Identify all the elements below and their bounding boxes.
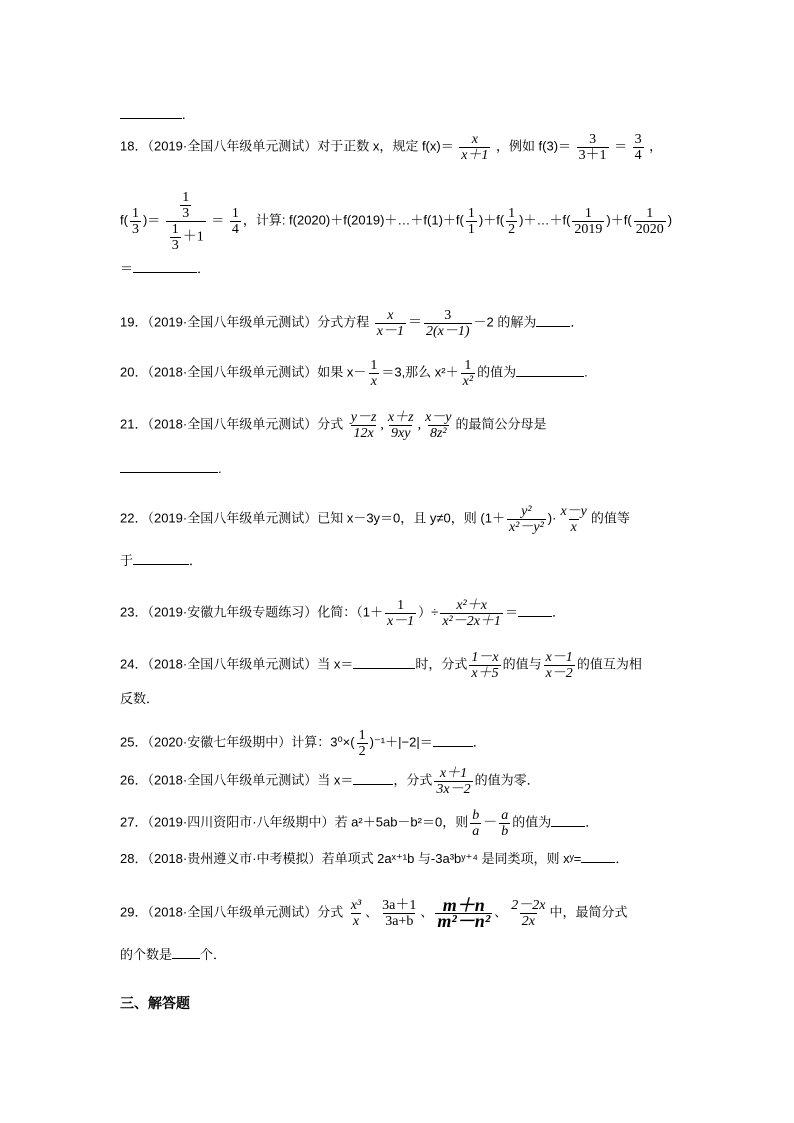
answer-blank [551, 814, 585, 827]
answer-blank [581, 850, 615, 863]
problem-22-line2: 于 ． [120, 553, 203, 568]
problem-24-line2: 反数． [120, 691, 160, 706]
fraction: $\frac{1}{x-1}$ [386, 598, 415, 629]
answer-blank [172, 946, 200, 959]
fraction: $\frac{x-y}{\text{8z²}}$ [425, 410, 452, 441]
answer-blank [353, 656, 415, 669]
answer-blank [536, 314, 570, 327]
fraction: $\frac{1}{1}$ [467, 206, 475, 237]
answer-blank [353, 772, 393, 785]
fraction: $\frac{1}{x}$ [370, 358, 378, 389]
fraction: $\frac{\text{x³}}{x}$ [350, 898, 362, 929]
answer-blank [133, 260, 197, 273]
problem-24: 24．（2018·全国八年级单元测试）当 x＝ 时，分式 $\frac{1-x}{x+5}$ 的值与 $\frac{x-1}{x-2}$ 的值互为相 [120, 650, 642, 681]
problem-29: 29．（2018·全国八年级单元测试）分式 $\frac{\text{x³}}{x}$ 、 $\frac{3a+1}{3a+b}$ 、 $\frac{m+n}{\text{m²－n²}}$ 、 $\frac{2-2x}{2x}$ 中，最简分式 [120, 895, 628, 931]
fraction: $\frac{\text{y²}}{\text{x²－y²}}$ [508, 504, 544, 535]
answer-blank [120, 460, 218, 473]
answer-blank [120, 106, 182, 119]
fraction: $\frac{x-1}{x-2}$ [545, 650, 573, 681]
problem-29-line2: 的个数是 个． [120, 947, 227, 962]
fraction: $\frac{3}{2(x-1)}$ [425, 308, 470, 339]
problem-number: 18． [120, 138, 148, 154]
fraction: $\frac{1}{4}$ [231, 206, 239, 237]
fraction: $\frac{1}{2019}$ [574, 206, 603, 237]
fraction: $\frac{1}{\text{x²}}$ [462, 358, 474, 389]
answer-blank [518, 604, 552, 617]
fraction: $\frac{1}{2}$ [358, 728, 366, 759]
problem-19: 19．（2019·全国八年级单元测试）分式方程 $\frac{x}{x-1}$ ＝ $\frac{3}{2(x-1)}$ －2 的解为 ． [120, 308, 584, 339]
problem-text: 对于正数 x，规定 f(x)＝ [317, 138, 454, 154]
problem-21: 21．（2018·全国八年级单元测试）分式 $\frac{y-z}{12x}$ , $\frac{x+z}{9xy}$ , $\frac{x-y}{\text{8z²}}$ 的最简公分母是 [120, 410, 547, 441]
fraction: $\frac{x+1}{3x-2}$ [436, 766, 471, 797]
fraction: $\frac{1}{3}$ [131, 206, 139, 237]
fraction: $\frac{1}{2}$ [508, 206, 516, 237]
problem-26: 26．（2018·全国八年级单元测试）当 x＝ ，分式 $\frac{x+1}{3x-2}$ 的值为零． [120, 766, 540, 797]
fraction: $\frac{2-2x}{2x}$ [511, 898, 546, 929]
fraction: $\frac{3a+1}{3a+b}$ [382, 898, 417, 929]
fraction: $\frac{\text{x²＋x}}{\text{x²－2x＋1}}$ [442, 598, 501, 629]
problem-27: 27．（2019·四川资阳市·八年级期中）若 a²＋5ab－b²＝0，则 $\frac{b}{a}$ － $\frac{a}{b}$ 的值为 ． [120, 808, 599, 839]
problem-18-line3: ＝ ． [120, 261, 211, 276]
fraction: $\frac{x}{x-1}$ [376, 308, 404, 339]
fraction: $\frac{a}{b}$ [501, 808, 509, 839]
problem-22: 22．（2019·全国八年级单元测试）已知 x－3y＝0，且 y≠0，则 (1＋ $\frac{\text{y²}}{\text{x²－y²}}$ )· $\frac{x-y}{x}$ 的值等 [120, 504, 630, 535]
fraction: $\frac{m+n}{\text{m²－n²}}$ [437, 895, 491, 931]
answer-blank [133, 552, 189, 565]
problem-18-line2: f( $\frac{1}{3}$ )＝ $\frac{1}{3}$ $\frac{1}{3}$ ＋1 ＝ $\frac{1}{4}$ ，计算: f(2020)＋f(2019)＋…＋f(1)＋f( $\frac{1}{1}$ )＋f( $\frac{1}{2}$ )＋…＋f( $\frac{1}{2019}$ )＋f( $\frac{1}{2020}$ ) [120, 190, 673, 253]
answer-blank [433, 734, 473, 747]
fraction: $\frac{x+z}{9xy}$ [387, 410, 414, 441]
fraction: $\frac{x}{x+1}$ [461, 132, 489, 163]
header-fragment: . [182, 108, 186, 123]
fraction: $\frac{3}{4}$ [634, 132, 642, 163]
problem-20: 20．（2018·全国八年级单元测试）如果 x－ $\frac{1}{x}$ ＝3,那么 x²＋ $\frac{1}{\text{x²}}$ 的值为 . [120, 358, 588, 389]
compound-fraction: $\frac{1}{3}$ $\frac{1}{3}$ ＋1 [166, 190, 206, 253]
fraction: $\frac{b}{a}$ [472, 808, 480, 839]
fraction: $\frac{1}{2020}$ [635, 206, 664, 237]
problem-23: 23．（2019·安徽九年级专题练习）化简：（1＋ $\frac{1}{x-1}$ ）÷ $\frac{\text{x²＋x}}{\text{x²－2x＋1}}$ ＝ ． [120, 598, 565, 629]
problem-25: 25．（2020·安徽七年级期中）计算：3⁰×( $\frac{1}{2}$ )⁻¹＋|−2|＝ ． [120, 728, 486, 759]
fraction: $\frac{1-x}{x+5}$ [471, 650, 499, 681]
problem-18: 18．（2019·全国八年级单元测试）对于正数 x，规定 f(x)＝ $\frac{x}{x+1}$ ，例如 f(3)＝ $\frac{3}{3+1}$ ＝ $\frac{3}{4}$ ， [120, 132, 663, 163]
header-fragment-line [120, 106, 694, 125]
problem-source: （2019·全国八年级单元测试） [147, 138, 318, 154]
section-heading: 三、解答题 [120, 995, 190, 1011]
fraction: $\frac{y-z}{12x}$ [350, 410, 377, 441]
problem-28: 28．（2018·贵州遵义市·中考模拟）若单项式 2aˣ⁺¹b 与-3a³bʸ⁺⁴ 是同类项，则 xʸ= ． [120, 851, 629, 866]
fraction: $\frac{3}{3+1}$ [578, 132, 607, 163]
fraction: $\frac{x-y}{x}$ [560, 504, 587, 535]
problem-21-line2: . [120, 460, 694, 479]
answer-blank [516, 364, 584, 377]
